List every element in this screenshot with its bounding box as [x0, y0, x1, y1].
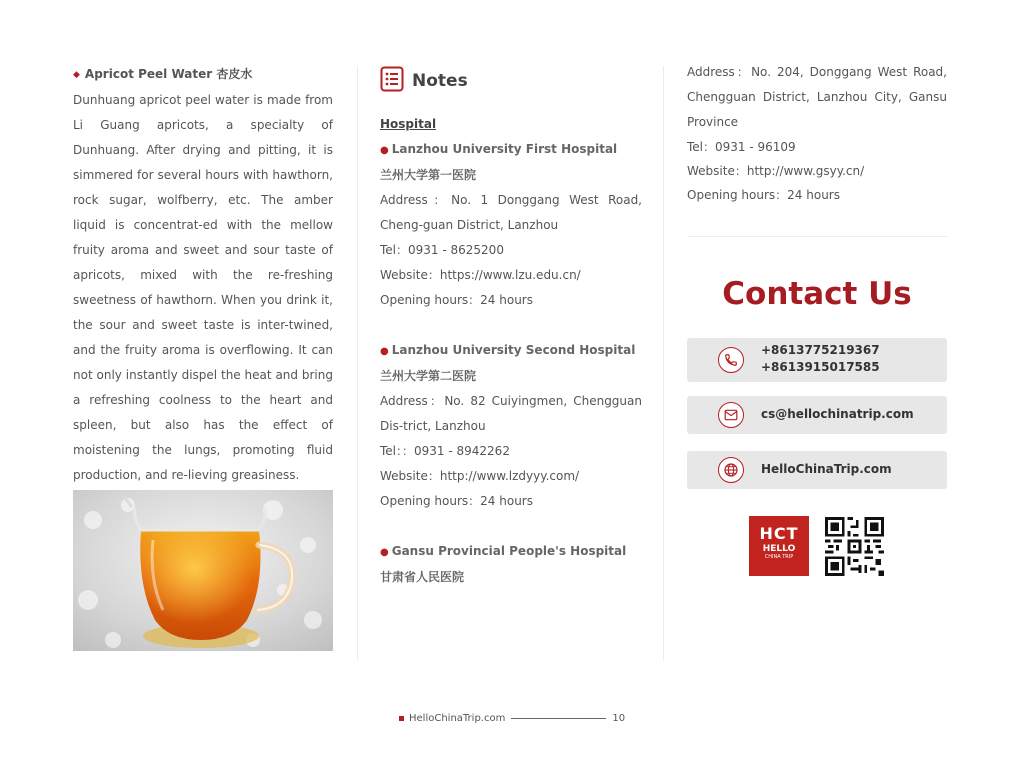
hospital-name-cn: 兰州大学第一医院 — [380, 168, 477, 182]
apricot-water-photo — [73, 490, 333, 651]
contact-title: Contact Us — [722, 276, 912, 312]
hospital-address: Address：No. 204, Donggang West Road, Chengguan District, Lanzhou City, Gansu Province — [687, 65, 947, 129]
phone-number-2[interactable]: +8613915017585 — [761, 360, 880, 374]
mail-icon — [718, 402, 744, 428]
hospital-tel: Tel：0931 - 96109 — [687, 140, 796, 154]
hospital-hours: Opening hours：24 hours — [380, 494, 533, 508]
hospital-website[interactable]: Website：http://www.gsyy.cn/ — [687, 164, 865, 178]
hospital-entry — [380, 539, 642, 590]
logo-text-hct: HCT — [759, 524, 799, 543]
phone-contact[interactable] — [687, 338, 947, 382]
globe-icon — [718, 457, 744, 483]
email-contact[interactable] — [687, 396, 947, 434]
notes-section — [380, 64, 642, 615]
column-divider-left — [357, 66, 358, 660]
footer-line — [511, 718, 606, 719]
hospital-section-title: Hospital — [380, 117, 437, 131]
footer-site: HelloChinaTrip.com — [409, 712, 506, 724]
page-footer — [399, 710, 625, 726]
notes-heading: Notes — [412, 71, 468, 91]
notes-list-icon — [380, 66, 404, 96]
notes-header — [380, 64, 642, 98]
bullet-dot-icon: ● — [380, 547, 389, 558]
website-contact[interactable] — [687, 451, 947, 489]
hospital-details-continued — [687, 60, 947, 207]
bullet-dot-icon: ● — [380, 145, 389, 156]
hospital-website[interactable]: Website：https://www.lzu.edu.cn/ — [380, 268, 581, 282]
website-link[interactable]: HelloChinaTrip.com — [761, 462, 892, 476]
bullet-dot-icon: ● — [380, 346, 389, 357]
column-divider-right — [663, 66, 664, 660]
hospital-entry — [380, 137, 642, 313]
apricot-section — [73, 62, 333, 488]
hospital-name: ● Gansu Provincial People's Hospital — [380, 544, 627, 558]
email-address[interactable]: cs@hellochinatrip.com — [761, 407, 914, 421]
diamond-bullet-icon: ◆ — [73, 70, 80, 80]
hospital-hours: Opening hours：24 hours — [687, 188, 840, 202]
hospital-tel: Tel：0931 - 8625200 — [380, 243, 504, 257]
phone-number-1[interactable]: +8613775219367 — [761, 343, 880, 357]
hospital-tel: Tel：：0931 - 8942262 — [380, 444, 510, 458]
logo-text-china-trip: CHINA TRIP — [764, 554, 794, 560]
section-title: ◆ Apricot Peel Water 杏皮水 — [73, 67, 253, 81]
hospital-name-cn: 兰州大学第二医院 — [380, 369, 477, 383]
hospital-hours: Opening hours：24 hours — [380, 293, 533, 307]
phone-icon — [718, 347, 744, 373]
hospital-name: ● Lanzhou University Second Hospital — [380, 343, 636, 357]
qr-code — [825, 517, 884, 576]
hospital-name-cn: 甘肃省人民医院 — [380, 570, 465, 584]
hospital-name: ● Lanzhou University First Hospital — [380, 142, 618, 156]
hospital-entry — [380, 338, 642, 514]
hospital-website[interactable]: Website：http://www.lzdyyy.com/ — [380, 469, 580, 483]
square-bullet-icon — [399, 716, 404, 721]
hospital-address: Address：No. 1 Donggang West Road, Cheng-guan District, Lanzhou — [380, 193, 642, 232]
page-number: 10 — [612, 712, 626, 724]
hct-logo — [749, 516, 809, 576]
apricot-description: Dunhuang apricot peel water is made from Li Guang apricots, a specialty of Dunhuang. After drying and pitting, it is simmered for several hours with hawthorn, rock sugar, wolfberry, etc. The amber liquid is concentrat-ed with the mellow fruity aroma and sweet and sour taste of apricots, mixed with the re-freshing sweetness of hawthorn. When you drink it, the sour and sweet taste is inter-twined, and the fruity aroma is overflowing. It can not only instantly dispel the heat and bring a refreshing coolness to the heart and spleen, but also has the effect of moistening the lungs, promoting fluid production, and re-lieving greasiness. — [73, 93, 333, 482]
logo-text-hello: HELLO — [762, 544, 796, 554]
divider — [687, 236, 947, 237]
hospital-address: Address：No. 82 Cuiyingmen, Chengguan Dis-trict, Lanzhou — [380, 394, 642, 433]
